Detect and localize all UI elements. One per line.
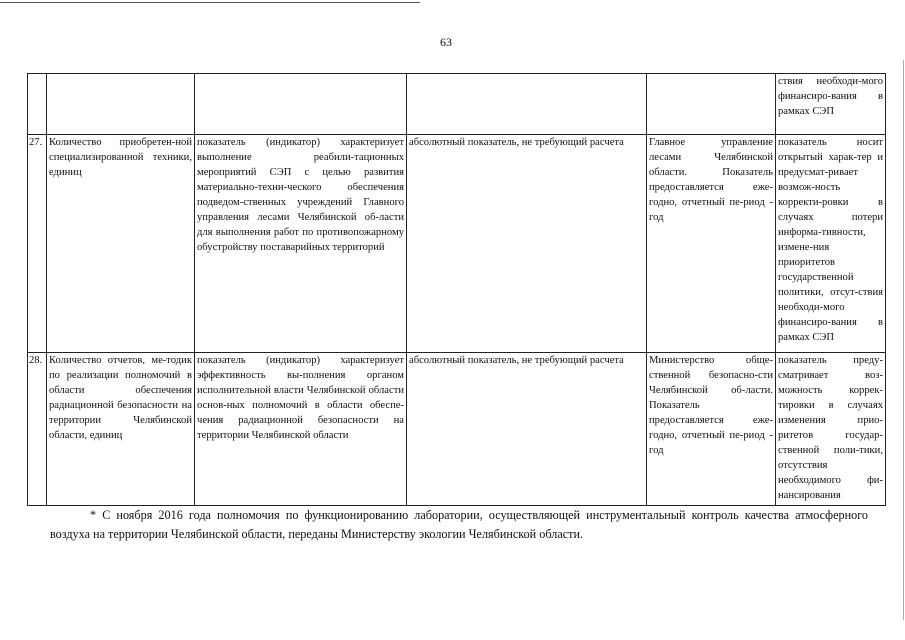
calculation-method-cell: абсолютный показатель, не требующий расчета (407, 135, 647, 353)
note-cell: показатель носит открытый харак-тер и предусмат-ривает возмож-ность корректи-ровки в случаях потери информа-тивности, измене-ния приоритетов государственной политики, отсут-ствия необходи-мого финансиро-вания в рамках СЭП (776, 135, 886, 353)
indicator-description-cell: показатель (индикатор) характеризует выполнение реабили-тационных мероприятий СЭП с целью развития материально-техни-ческого обеспечения подведом-ственных учреждений Главного управления лесами Челябинской об-ласти для выполнения работ по противопожарному обустройству поставарийных территорий (195, 135, 407, 353)
responsible-body-cell: Министерство обще-ственной безопасно-сти Челябинской об-ласти. Показатель предоставляется еже-годно, отчетный пе-риод - год (647, 353, 776, 506)
responsible-body-cell: Главное управление лесами Челябинской области. Показатель предоставляется еже-годно, отчетный пе-риод - год (647, 135, 776, 353)
responsible-body-cell (647, 74, 776, 135)
indicator-description-cell (195, 74, 407, 135)
row-number-cell (28, 74, 47, 135)
scan-edge-line (903, 60, 904, 620)
calculation-method-cell: абсолютный показатель, не требующий расчета (407, 353, 647, 506)
row-number-cell: 28. (28, 353, 47, 506)
indicator-name-cell: Количество отчетов, ме-тодик по реализации полномочий в области обеспечения радиационной безопасности на территории Челябинской области, единиц (47, 353, 195, 506)
indicator-name-cell (47, 74, 195, 135)
footnote: * С ноября 2016 года полномочия по функционированию лаборатории, осуществляющей инструментальный контроль качества атмосферного воздуха на территории Челябинской области, переданы Министерству экологии Челябинской области. (50, 508, 868, 541)
indicator-description-cell: показатель (индикатор) характеризует эффективность вы-полнения органом исполнительной власти Челябинской области основ-ных полномочий в области обеспе-чения радиационной безопасности на территории Челябинской области (195, 353, 407, 506)
table-row (28, 135, 886, 353)
table-row (28, 353, 886, 506)
row-number-cell: 27. (28, 135, 47, 353)
note-cell: ствия необходи-мого финансиро-вания в рамках СЭП (776, 74, 886, 135)
indicators-table (27, 73, 886, 506)
top-border-line (0, 2, 420, 3)
indicator-name-cell: Количество приобретен-ной специализированной техники, единиц (47, 135, 195, 353)
table-row-continuation (28, 74, 886, 135)
calculation-method-cell (407, 74, 647, 135)
note-cell: показатель преду-сматривает воз-можность коррек-тировки в случаях изменения прио-ритетов государ-ственной поли-тики, отсутствия необходимого фи-нансирования (776, 353, 886, 506)
page-number: 63 (440, 35, 452, 49)
